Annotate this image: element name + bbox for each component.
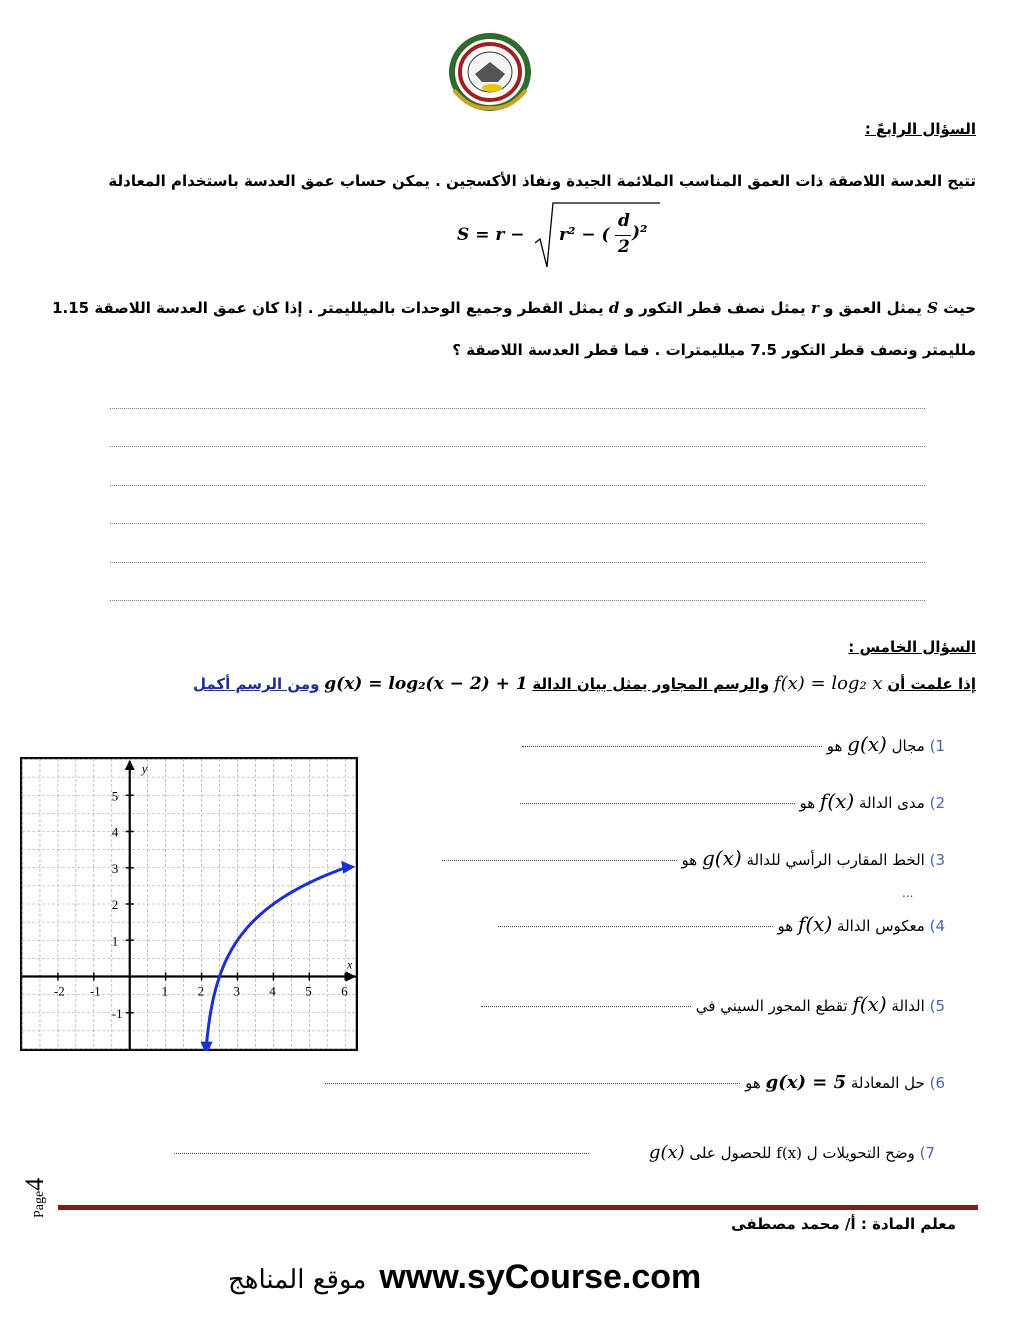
question-item-7: 7) وضح التحويلات ل f(x) للحصول على g(x) (174, 1142, 935, 1163)
question-item-4: 4) معكوس الدالة f(x) هو (498, 912, 945, 936)
answer-blank[interactable] (174, 1153, 589, 1154)
answer-blank[interactable] (325, 1083, 740, 1084)
fraction-bar (615, 235, 631, 236)
y-tick-label: -1 (111, 1005, 123, 1021)
formula-r2: r² − ( (559, 225, 610, 245)
answer-line[interactable] (110, 485, 925, 486)
x-axis-label: x (347, 957, 353, 972)
question-item-6: 6) حل المعادلة g(x) = 5 هو (325, 1072, 945, 1093)
answer-line[interactable] (110, 523, 925, 524)
x-tick-label: -2 (53, 983, 65, 999)
y-tick-label: 3 (111, 860, 119, 876)
q4-line2: ملليمتر ونصف قطر التكور 7.5 ميلليمترات . فما قطر العدسة اللاصقة ؟ (452, 341, 976, 359)
x-tick-label: 5 (305, 983, 312, 999)
answer-line[interactable] (110, 446, 925, 447)
question-item-3: 3) الخط المقارب الرأسي للدالة g(x) هو (442, 846, 945, 870)
question-item-5: 5) الدالة f(x) تقطع المحور السيني في (481, 992, 945, 1016)
y-tick-label: 2 (111, 897, 119, 912)
formula-two: 2 (618, 237, 630, 257)
formula-lhs: S = r − (457, 225, 525, 245)
lens-formula (455, 197, 675, 269)
site-footer (228, 1258, 701, 1297)
answer-blank[interactable] (481, 1006, 691, 1007)
x-tick-label: 4 (269, 983, 276, 999)
x-tick-label: -1 (89, 983, 101, 999)
school-logo (440, 32, 540, 112)
x-tick-label: 3 (233, 983, 240, 999)
formula-close: )² (632, 223, 648, 243)
log-graph (20, 757, 358, 1051)
question-item-1: 1) مجال g(x) هو (522, 732, 945, 756)
teacher-name: معلم المادة : أ/ محمد مصطفى (731, 1215, 956, 1233)
answer-line[interactable] (110, 562, 925, 563)
y-tick-label: 1 (111, 933, 119, 949)
formula-d: d (618, 211, 630, 231)
answer-line[interactable] (110, 408, 925, 409)
site-name-arabic: موقع المناهج (228, 1265, 367, 1295)
q5-intro: إذا علمت أن f(x) = log₂ x والرسم المجاور يمثل بيان الدالة g(x) = log₂(x − 2) + 1 ومن الرسم أكمل (192, 673, 976, 694)
q4-intro: تتيح العدسة اللاصقة ذات العمق المناسب الملائمة الجيدة ونفاذ الأكسجين . يمكن حساب عمق العدسة باستخدام المعادلة (108, 172, 976, 190)
answer-blank[interactable] (442, 860, 677, 861)
y-axis-label: y (141, 761, 148, 776)
extra-dots: ... (902, 886, 914, 900)
y-tick-label: 4 (111, 824, 119, 840)
answer-blank[interactable] (520, 803, 795, 804)
q4-title: السؤال الرابعً : (864, 120, 976, 138)
footer-rule (58, 1205, 978, 1210)
x-tick-label: 1 (161, 983, 169, 999)
question-item-2: 2) مدى الدالة f(x) هو (520, 789, 945, 813)
answer-line[interactable] (110, 600, 925, 601)
x-tick-label: 6 (341, 983, 348, 999)
answer-blank[interactable] (498, 926, 773, 927)
site-url[interactable]: www.syCourse.com (379, 1258, 702, 1296)
x-tick-label: 2 (197, 983, 205, 999)
q5-title: السؤال الخامس : (848, 638, 976, 656)
y-tick-label: 5 (111, 788, 119, 804)
q4-line1: حيث S يمثل العمق و r يمثل نصف قطر التكور و d يمثل القطر وجميع الوحدات بالميلليمتر . إذا كان عمق العدسة اللاصقة 1.15 (52, 299, 976, 317)
answer-blank[interactable] (522, 746, 822, 747)
page-number: Page4 (20, 1177, 49, 1218)
